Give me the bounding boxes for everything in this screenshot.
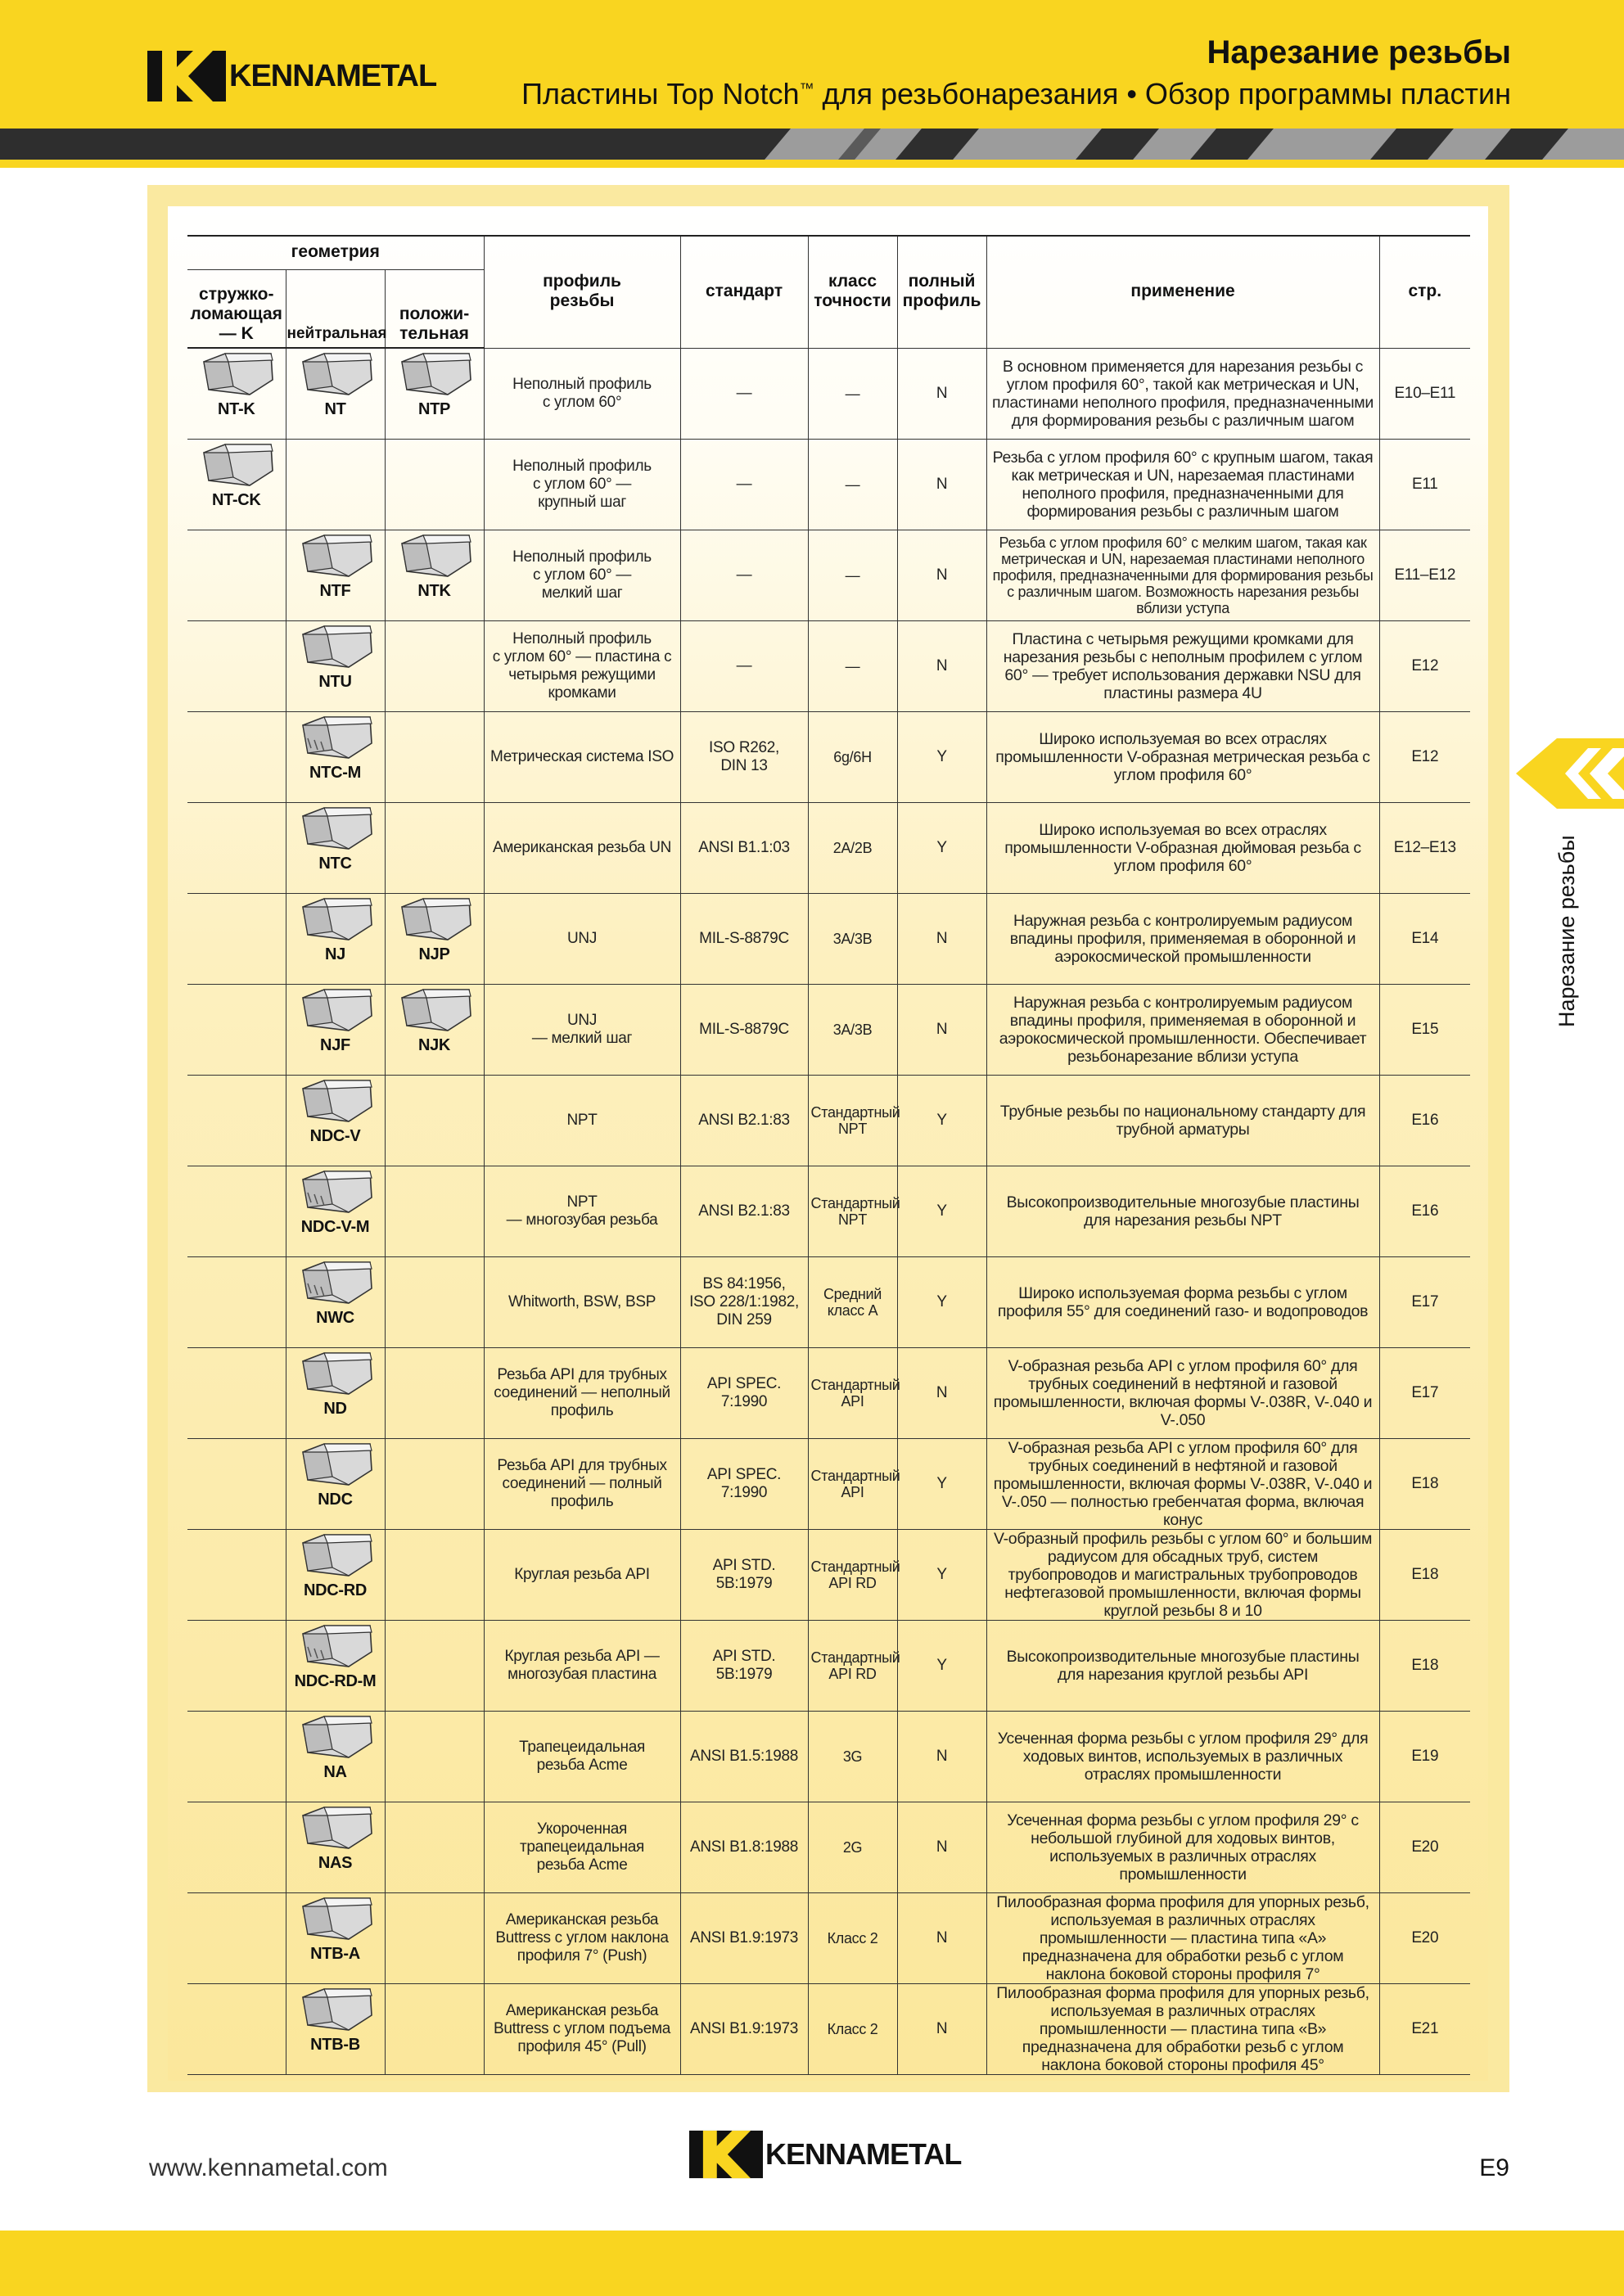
standard-cell: ANSI B1.9:1973 xyxy=(680,1893,808,1984)
geometry-cell xyxy=(286,1893,385,1984)
geometry-cell xyxy=(385,1166,484,1257)
standard-cell: — xyxy=(680,621,808,712)
full-profile-cell: N xyxy=(897,1984,986,2075)
geometry-cell xyxy=(385,348,484,440)
insert-code: NDC-RD-M xyxy=(294,1672,377,1690)
standard-cell: API SPEC. 7:1990 xyxy=(680,1348,808,1439)
standard-cell: ANSI B1.9:1973 xyxy=(680,1984,808,2075)
geometry-cell xyxy=(187,348,286,440)
page-cell: E18 xyxy=(1379,1530,1470,1621)
insert-icon xyxy=(296,350,375,403)
header-application: применение xyxy=(986,236,1379,348)
table-row xyxy=(187,1712,1470,1802)
standard-cell: ANSI B2.1:83 xyxy=(680,1076,808,1166)
geometry-cell xyxy=(187,1621,286,1712)
geometry-cell xyxy=(187,530,286,621)
page-cell: E12–E13 xyxy=(1379,803,1470,894)
full-profile-cell: Y xyxy=(897,1257,986,1348)
full-profile-cell: N xyxy=(897,621,986,712)
insert-icon xyxy=(296,805,375,857)
table-row xyxy=(187,1076,1470,1166)
standard-cell: MIL-S-8879C xyxy=(680,894,808,985)
header-full-profile: полный профиль xyxy=(897,236,986,348)
insert-icon xyxy=(197,350,276,403)
table-row xyxy=(187,1984,1470,2075)
footer-url[interactable]: www.kennametal.com xyxy=(149,2154,388,2181)
geometry-cell xyxy=(385,803,484,894)
profile-cell: Резьба API для трубных соединений — неполный профиль xyxy=(484,1348,680,1439)
full-profile-cell: Y xyxy=(897,1076,986,1166)
insert-icon xyxy=(296,1986,375,2038)
application-cell: V-образная резьба API с углом профиля 60° для трубных соединений в нефтяной и газовой промышленности, включая формы V-.038R, V-.040 и V-.050 xyxy=(986,1348,1379,1439)
page-cell: E19 xyxy=(1379,1712,1470,1802)
geometry-cell xyxy=(187,1439,286,1530)
insert-icon xyxy=(296,1895,375,1947)
application-cell: В основном применяется для нарезания резьбы с углом профиля 60°, такой как метрическая и UN, пластинами неполного профиля, предназначенными для формирования резьбы с различным шагом xyxy=(986,348,1379,440)
standard-cell: ANSI B2.1:83 xyxy=(680,1166,808,1257)
geometry-cell xyxy=(187,1166,286,1257)
page-cell: E11 xyxy=(1379,440,1470,530)
page-cell: E12 xyxy=(1379,712,1470,803)
geometry-cell xyxy=(286,1348,385,1439)
insert-code: ND xyxy=(323,1400,347,1418)
footer-logo xyxy=(689,2130,961,2179)
profile-cell: Укороченная трапецеидальная резьба Acme xyxy=(484,1802,680,1893)
table-row xyxy=(187,348,1470,440)
geometry-cell xyxy=(187,621,286,712)
application-cell: Широко используемая во всех отраслях промышленности V-образная метрическая резьба с углом профиля 60° xyxy=(986,712,1379,803)
geometry-cell xyxy=(286,1712,385,1802)
application-cell: Резьба с углом профиля 60° с крупным шагом, такая как метрическая и UN, нарезаемая пластинами неполного профиля, предназначенными для формирования резьбы с различным шагом xyxy=(986,440,1379,530)
profile-cell: Американская резьба Buttress с углом наклона профиля 7° (Push) xyxy=(484,1893,680,1984)
standard-cell: API STD. 5B:1979 xyxy=(680,1530,808,1621)
insert-code: NTF xyxy=(319,582,351,600)
geometry-cell xyxy=(385,621,484,712)
standard-cell: — xyxy=(680,440,808,530)
table-row xyxy=(187,1166,1470,1257)
insert-code: NDC-RD xyxy=(303,1581,368,1599)
insert-icon xyxy=(296,1622,375,1675)
full-profile-cell: N xyxy=(897,1893,986,1984)
footer-logo-wordmark: KENNAMETAL xyxy=(765,2137,962,2171)
standard-cell: API STD. 5B:1979 xyxy=(680,1621,808,1712)
geometry-cell xyxy=(286,440,385,530)
table-row xyxy=(187,985,1470,1076)
page-cell: E17 xyxy=(1379,1348,1470,1439)
standard-cell: — xyxy=(680,530,808,621)
insert-icon xyxy=(296,623,375,675)
table-row xyxy=(187,894,1470,985)
insert-code: NTP xyxy=(417,400,451,418)
table-row xyxy=(187,1893,1470,1984)
page-cell: E18 xyxy=(1379,1621,1470,1712)
table-row xyxy=(187,440,1470,530)
tolerance-cell: Класс 2 xyxy=(808,1893,897,1984)
insert-icon xyxy=(395,350,474,403)
application-cell: Широко используемая во всех отраслях промышленности V-образная дюймовая резьба с углом профиля 60° xyxy=(986,803,1379,894)
application-cell: Усеченная форма резьбы с углом профиля 29° с небольшой глубиной для ходовых винтов, используемых в различных отраслях промышленности xyxy=(986,1802,1379,1893)
full-profile-cell: Y xyxy=(897,1621,986,1712)
kennametal-k-icon xyxy=(689,2130,763,2179)
insert-code: NDC-V xyxy=(309,1127,361,1145)
table-row xyxy=(187,1439,1470,1530)
standard-cell: ANSI B1.5:1988 xyxy=(680,1712,808,1802)
table-row xyxy=(187,1348,1470,1439)
full-profile-cell: Y xyxy=(897,1439,986,1530)
insert-code: NJK xyxy=(417,1036,451,1054)
side-section-label: Нарезание резьбы xyxy=(1554,835,1579,1027)
header-tolerance: класс точности xyxy=(808,236,897,348)
insert-icon xyxy=(296,1713,375,1766)
footer-band xyxy=(0,2231,1624,2296)
full-profile-cell: N xyxy=(897,1712,986,1802)
application-cell: Резьба с углом профиля 60° с мелким шагом, такая как метрическая и UN, нарезаемая пластинами неполного профиля, предназначенными для формирования резьбы с различным шагом. Возможность нарезания резьбы вблизи уступа xyxy=(986,530,1379,621)
profile-cell: NPT xyxy=(484,1076,680,1166)
geometry-cell xyxy=(286,1439,385,1530)
geometry-cell xyxy=(286,894,385,985)
kennametal-k-icon xyxy=(147,51,226,101)
tolerance-cell: 3A/3B xyxy=(808,985,897,1076)
application-cell: Пластина с четырьмя режущими кромками для нарезания резьбы с неполным профилем с углом 60° — требует использования державки NSU для пластины размера 4U xyxy=(986,621,1379,712)
tolerance-cell: Стандартный NPT xyxy=(808,1166,897,1257)
full-profile-cell: N xyxy=(897,1802,986,1893)
standard-cell: BS 84:1956, ISO 228/1:1982, DIN 259 xyxy=(680,1257,808,1348)
application-cell: Усеченная форма резьбы с углом профиля 29° для ходовых винтов, используемых в различных отраслях промышленности xyxy=(986,1712,1379,1802)
header-profile: профиль резьбы xyxy=(484,236,680,348)
table-row xyxy=(187,1257,1470,1348)
header-standard: стандарт xyxy=(680,236,808,348)
tolerance-cell: — xyxy=(808,348,897,440)
profile-cell: Американская резьба UN xyxy=(484,803,680,894)
page-number: E9 xyxy=(1479,2154,1509,2181)
standard-cell: ANSI B1.8:1988 xyxy=(680,1802,808,1893)
full-profile-cell: Y xyxy=(897,712,986,803)
geometry-cell xyxy=(385,894,484,985)
tolerance-cell: 6g/6H xyxy=(808,712,897,803)
page-cell: E10–E11 xyxy=(1379,348,1470,440)
tolerance-cell: Класс 2 xyxy=(808,1984,897,2075)
standard-cell: API SPEC. 7:1990 xyxy=(680,1439,808,1530)
standard-cell: ISO R262, DIN 13 xyxy=(680,712,808,803)
tolerance-cell: 2A/2B xyxy=(808,803,897,894)
profile-cell: Метрическая система ISO xyxy=(484,712,680,803)
geometry-cell xyxy=(385,1712,484,1802)
table-row xyxy=(187,621,1470,712)
insert-icon xyxy=(296,895,375,948)
insert-code: NTC xyxy=(318,855,352,873)
application-cell: V-образный профиль резьбы с углом 60° и большим радиусом для обсадных труб, систем трубопроводов и магистральных трубопроводов нефтегазовой промышленности, включая формы круглой резьбы 8 и 10 xyxy=(986,1530,1379,1621)
geometry-cell xyxy=(187,803,286,894)
geometry-cell xyxy=(385,1802,484,1893)
insert-icon xyxy=(296,714,375,766)
geometry-cell xyxy=(385,1257,484,1348)
page-cell: E20 xyxy=(1379,1893,1470,1984)
insert-program-table xyxy=(187,235,1470,2075)
tolerance-cell: 3A/3B xyxy=(808,894,897,985)
tolerance-cell: Стандартный NPT xyxy=(808,1076,897,1166)
geometry-cell xyxy=(286,621,385,712)
standard-cell: MIL-S-8879C xyxy=(680,985,808,1076)
geometry-cell xyxy=(286,1621,385,1712)
page-cell: E16 xyxy=(1379,1076,1470,1166)
standard-cell: ANSI B1.1:03 xyxy=(680,803,808,894)
insert-icon xyxy=(296,986,375,1039)
insert-code: NTK xyxy=(417,582,451,600)
insert-code: NT xyxy=(324,400,346,418)
page-cell: E12 xyxy=(1379,621,1470,712)
insert-icon xyxy=(296,1168,375,1220)
geometry-cell xyxy=(187,985,286,1076)
logo-wordmark: KENNAMETAL xyxy=(229,58,437,93)
full-profile-cell: Y xyxy=(897,1166,986,1257)
geometry-cell xyxy=(286,712,385,803)
insert-icon xyxy=(296,1441,375,1493)
geometry-cell xyxy=(385,985,484,1076)
standard-cell: — xyxy=(680,348,808,440)
insert-code: NA xyxy=(323,1763,347,1781)
insert-code: NTB-A xyxy=(310,1945,360,1963)
insert-code: NWC xyxy=(316,1309,354,1327)
table-row xyxy=(187,712,1470,803)
profile-cell: Круглая резьба API xyxy=(484,1530,680,1621)
insert-icon xyxy=(296,1804,375,1856)
page-cell: E16 xyxy=(1379,1166,1470,1257)
application-cell: Наружная резьба с контролируемым радиусом впадины профиля, применяемая в оборонной и аэрокосмической промышленности xyxy=(986,894,1379,985)
profile-cell: Резьба API для трубных соединений — полный профиль xyxy=(484,1439,680,1530)
insert-code: NT-K xyxy=(218,400,255,418)
header-underline xyxy=(0,160,1624,168)
insert-code: NJP xyxy=(418,945,450,963)
insert-code: NTC-M xyxy=(309,764,361,782)
kennametal-logo xyxy=(147,51,436,101)
insert-code: NJ xyxy=(325,945,345,963)
profile-cell: Whitworth, BSW, BSP xyxy=(484,1257,680,1348)
insert-code: NT-CK xyxy=(211,491,261,509)
application-cell: Высокопроизводительные многозубые пластины для нарезания круглой резьбы API xyxy=(986,1621,1379,1712)
geometry-cell xyxy=(385,1530,484,1621)
page-cell: E15 xyxy=(1379,985,1470,1076)
profile-cell: Трапецеидальная резьба Acme xyxy=(484,1712,680,1802)
insert-code: NTU xyxy=(318,673,352,691)
geometry-cell xyxy=(286,1257,385,1348)
geometry-cell xyxy=(187,440,286,530)
page-cell: E21 xyxy=(1379,1984,1470,2075)
full-profile-cell: Y xyxy=(897,1530,986,1621)
profile-cell: NPT — многозубая резьба xyxy=(484,1166,680,1257)
application-cell: Пилообразная форма профиля для упорных резьб, используемая в различных отраслях промышленности — пластина типа «A» предназначена для обработки резьб с углом наклона боковой стороны профиля 7° xyxy=(986,1893,1379,1984)
full-profile-cell: N xyxy=(897,985,986,1076)
geometry-cell xyxy=(187,1530,286,1621)
geometry-cell xyxy=(286,1166,385,1257)
page-subtitle: Пластины Top Notch™ для резьбонарезания • Обзор программы пластин xyxy=(521,77,1511,111)
insert-code: NTB-B xyxy=(310,2036,360,2054)
insert-code: NDC xyxy=(318,1491,353,1509)
geometry-cell xyxy=(187,1348,286,1439)
tolerance-cell: 3G xyxy=(808,1712,897,1802)
tolerance-cell: — xyxy=(808,621,897,712)
geometry-cell xyxy=(286,803,385,894)
section-tab-chevron-icon xyxy=(1516,738,1624,809)
profile-cell: Неполный профиль с углом 60° — мелкий шаг xyxy=(484,530,680,621)
table-row xyxy=(187,1802,1470,1893)
geometry-cell xyxy=(187,1893,286,1984)
profile-cell: UNJ — мелкий шаг xyxy=(484,985,680,1076)
tolerance-cell: — xyxy=(808,440,897,530)
insert-code: NJF xyxy=(320,1036,350,1054)
geometry-cell xyxy=(187,1712,286,1802)
application-cell: Широко используемая форма резьбы с углом профиля 55° для соединений газо- и водопроводов xyxy=(986,1257,1379,1348)
geometry-cell xyxy=(187,1076,286,1166)
geometry-cell xyxy=(385,712,484,803)
tolerance-cell: — xyxy=(808,530,897,621)
profile-cell: Круглая резьба API — многозубая пластина xyxy=(484,1621,680,1712)
geometry-cell xyxy=(286,1530,385,1621)
table-row xyxy=(187,803,1470,894)
tolerance-cell: 2G xyxy=(808,1802,897,1893)
profile-cell: Американская резьба Buttress с углом подъема профиля 45° (Pull) xyxy=(484,1984,680,2075)
full-profile-cell: N xyxy=(897,1348,986,1439)
header-stripe xyxy=(0,129,1624,160)
geometry-cell xyxy=(385,1893,484,1984)
application-cell: Пилообразная форма профиля для упорных резьб, используемая в различных отраслях промышленности — пластина типа «B» предназначена для обработки резьб с углом наклона боковой стороны профиля 45° xyxy=(986,1984,1379,2075)
insert-icon xyxy=(395,532,474,584)
geometry-cell xyxy=(286,348,385,440)
application-cell: Трубные резьбы по национальному стандарту для трубной арматуры xyxy=(986,1076,1379,1166)
geometry-cell xyxy=(286,1802,385,1893)
table-row xyxy=(187,1621,1470,1712)
page-cell: E11–E12 xyxy=(1379,530,1470,621)
header-chipbreaker: стружко- ломающая — K xyxy=(187,270,286,349)
table-row xyxy=(187,1530,1470,1621)
insert-code: NDC-V-M xyxy=(300,1218,370,1236)
profile-cell: Неполный профиль с углом 60° — пластина с четырьмя режущими кромками xyxy=(484,621,680,712)
table-row xyxy=(187,530,1470,621)
insert-icon xyxy=(296,1531,375,1584)
geometry-cell xyxy=(385,440,484,530)
profile-cell: UNJ xyxy=(484,894,680,985)
full-profile-cell: N xyxy=(897,894,986,985)
tolerance-cell: Средний класс A xyxy=(808,1257,897,1348)
section-title: Нарезание резьбы xyxy=(1207,34,1511,70)
insert-icon xyxy=(296,1259,375,1311)
geometry-cell xyxy=(385,1984,484,2075)
tolerance-cell: Стандартный API RD xyxy=(808,1530,897,1621)
tolerance-cell: Стандартный API RD xyxy=(808,1621,897,1712)
tolerance-cell: Стандартный API xyxy=(808,1348,897,1439)
application-cell: V-образная резьба API с углом профиля 60° для трубных соединений в нефтяной и газовой промышленности, включая формы V-.038R, V-.040 и V-.050 — полностью гребенчатая форма, включая конус xyxy=(986,1439,1379,1530)
profile-cell: Неполный профиль с углом 60° xyxy=(484,348,680,440)
geometry-cell xyxy=(385,1348,484,1439)
tolerance-cell: Стандартный API xyxy=(808,1439,897,1530)
page-cell: E20 xyxy=(1379,1802,1470,1893)
geometry-cell xyxy=(385,530,484,621)
header-page: стр. xyxy=(1379,236,1470,348)
geometry-cell xyxy=(286,985,385,1076)
header-neutral: нейтральная xyxy=(286,270,385,349)
geometry-cell xyxy=(286,1076,385,1166)
page-cell: E17 xyxy=(1379,1257,1470,1348)
insert-icon xyxy=(395,986,474,1039)
full-profile-cell: N xyxy=(897,440,986,530)
geometry-cell xyxy=(187,1257,286,1348)
profile-cell: Неполный профиль с углом 60° — крупный шаг xyxy=(484,440,680,530)
insert-icon xyxy=(296,1077,375,1130)
full-profile-cell: N xyxy=(897,348,986,440)
geometry-cell xyxy=(286,1984,385,2075)
page-cell: E14 xyxy=(1379,894,1470,985)
header-positive: положи- тельная xyxy=(385,270,484,349)
insert-icon xyxy=(296,532,375,584)
full-profile-cell: N xyxy=(897,530,986,621)
full-profile-cell: Y xyxy=(897,803,986,894)
insert-icon xyxy=(197,441,276,494)
geometry-cell xyxy=(286,530,385,621)
insert-code: NAS xyxy=(318,1854,353,1872)
geometry-cell xyxy=(385,1439,484,1530)
geometry-cell xyxy=(187,1802,286,1893)
geometry-cell xyxy=(385,1076,484,1166)
application-cell: Наружная резьба с контролируемым радиусом впадины профиля, применяемая в оборонной и аэрокосмической промышленности. Обеспечивает резьбонарезание вблизи уступа xyxy=(986,985,1379,1076)
header-geometry: геометрия xyxy=(187,236,484,270)
geometry-cell xyxy=(385,1621,484,1712)
geometry-cell xyxy=(187,894,286,985)
geometry-cell xyxy=(187,712,286,803)
insert-icon xyxy=(395,895,474,948)
insert-icon xyxy=(296,1350,375,1402)
geometry-cell xyxy=(187,1984,286,2075)
application-cell: Высокопроизводительные многозубые пластины для нарезания резьбы NPT xyxy=(986,1166,1379,1257)
page-cell: E18 xyxy=(1379,1439,1470,1530)
